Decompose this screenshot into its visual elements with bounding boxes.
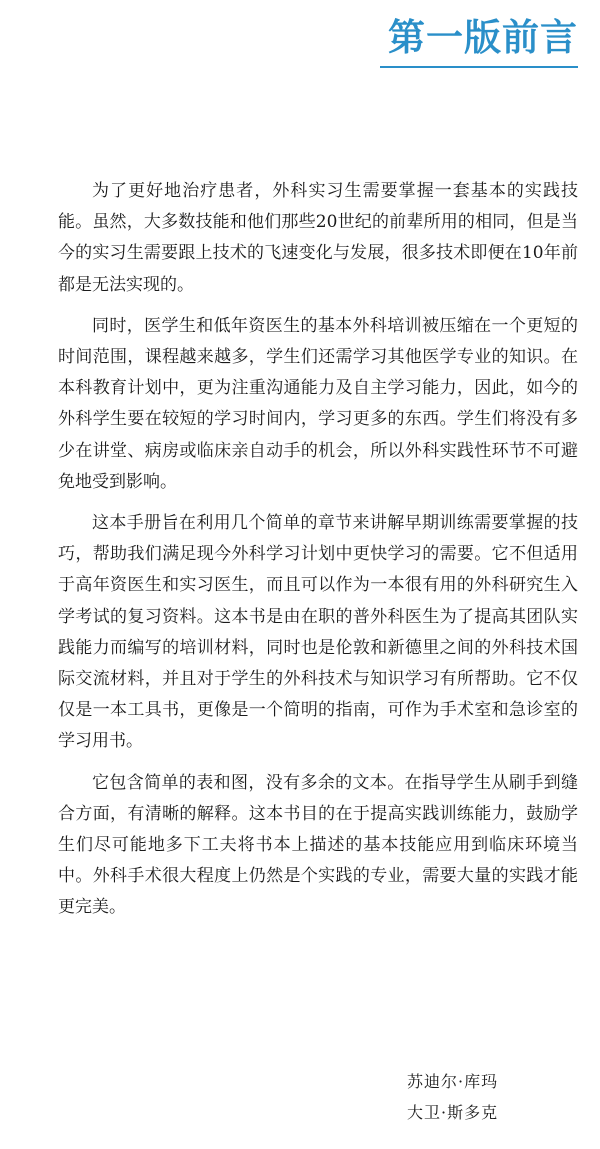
page-title: 第一版前言 <box>388 16 578 59</box>
paragraph-3: 这本手册旨在利用几个简单的章节来讲解早期训练需要掌握的技巧，帮助我们满足现今外科学习计划中更快学习的需要。它不但适用于高年资医生和实习医生，而且可以作为一本很有用的外科研究生入学考试的复习资料。这本书是由在职的普外科医生为了提高其团队实践能力而编写的培训材料，同时也是伦敦和新德里之间的外科技术国际交流材料，并且对于学生的外科技术与知识学习有所帮助。它不仅仅是一本工具书，更像是一个简明的指南，可作为手术室和急诊室的学习用书。 <box>58 513 578 752</box>
author-signature-1: 苏迪尔·库玛 <box>407 1072 499 1091</box>
author-signature-2: 大卫·斯多克 <box>407 1103 499 1122</box>
preface-body <box>58 176 578 934</box>
title-underline <box>380 66 578 68</box>
paragraph-2: 同时，医学生和低年资医生的基本外科培训被压缩在一个更短的时间范围，课程越来越多，学生们还需学习其他医学专业的知识。在本科教育计划中，更为注重沟通能力及自主学习能力，因此，如今的外科学生要在较短的学习时间内，学习更多的东西。学生们将没有多少在讲堂、病房或临床亲自动手的机会，所以外科实践性环节不可避免地受到影响。 <box>58 315 578 492</box>
paragraph-1: 为了更好地治疗患者，外科实习生需要掌握一套基本的实践技能。虽然，大多数技能和他们那些20世纪的前辈所用的相同，但是当今的实习生需要跟上技术的飞速变化与发展，很多技术即便在10年前都是无法实现的。 <box>58 181 578 295</box>
header <box>380 12 578 68</box>
paragraph-4: 它包含简单的表和图，没有多余的文本。在指导学生从刷手到缝合方面，有清晰的解释。这本书目的在于提高实践训练能力，鼓励学生们尽可能地多下工夫将书本上描述的基本技能应用到临床环境当中。外科手术很大程度上仍然是个实践的专业，需要大量的实践才能更完美。 <box>58 772 578 918</box>
